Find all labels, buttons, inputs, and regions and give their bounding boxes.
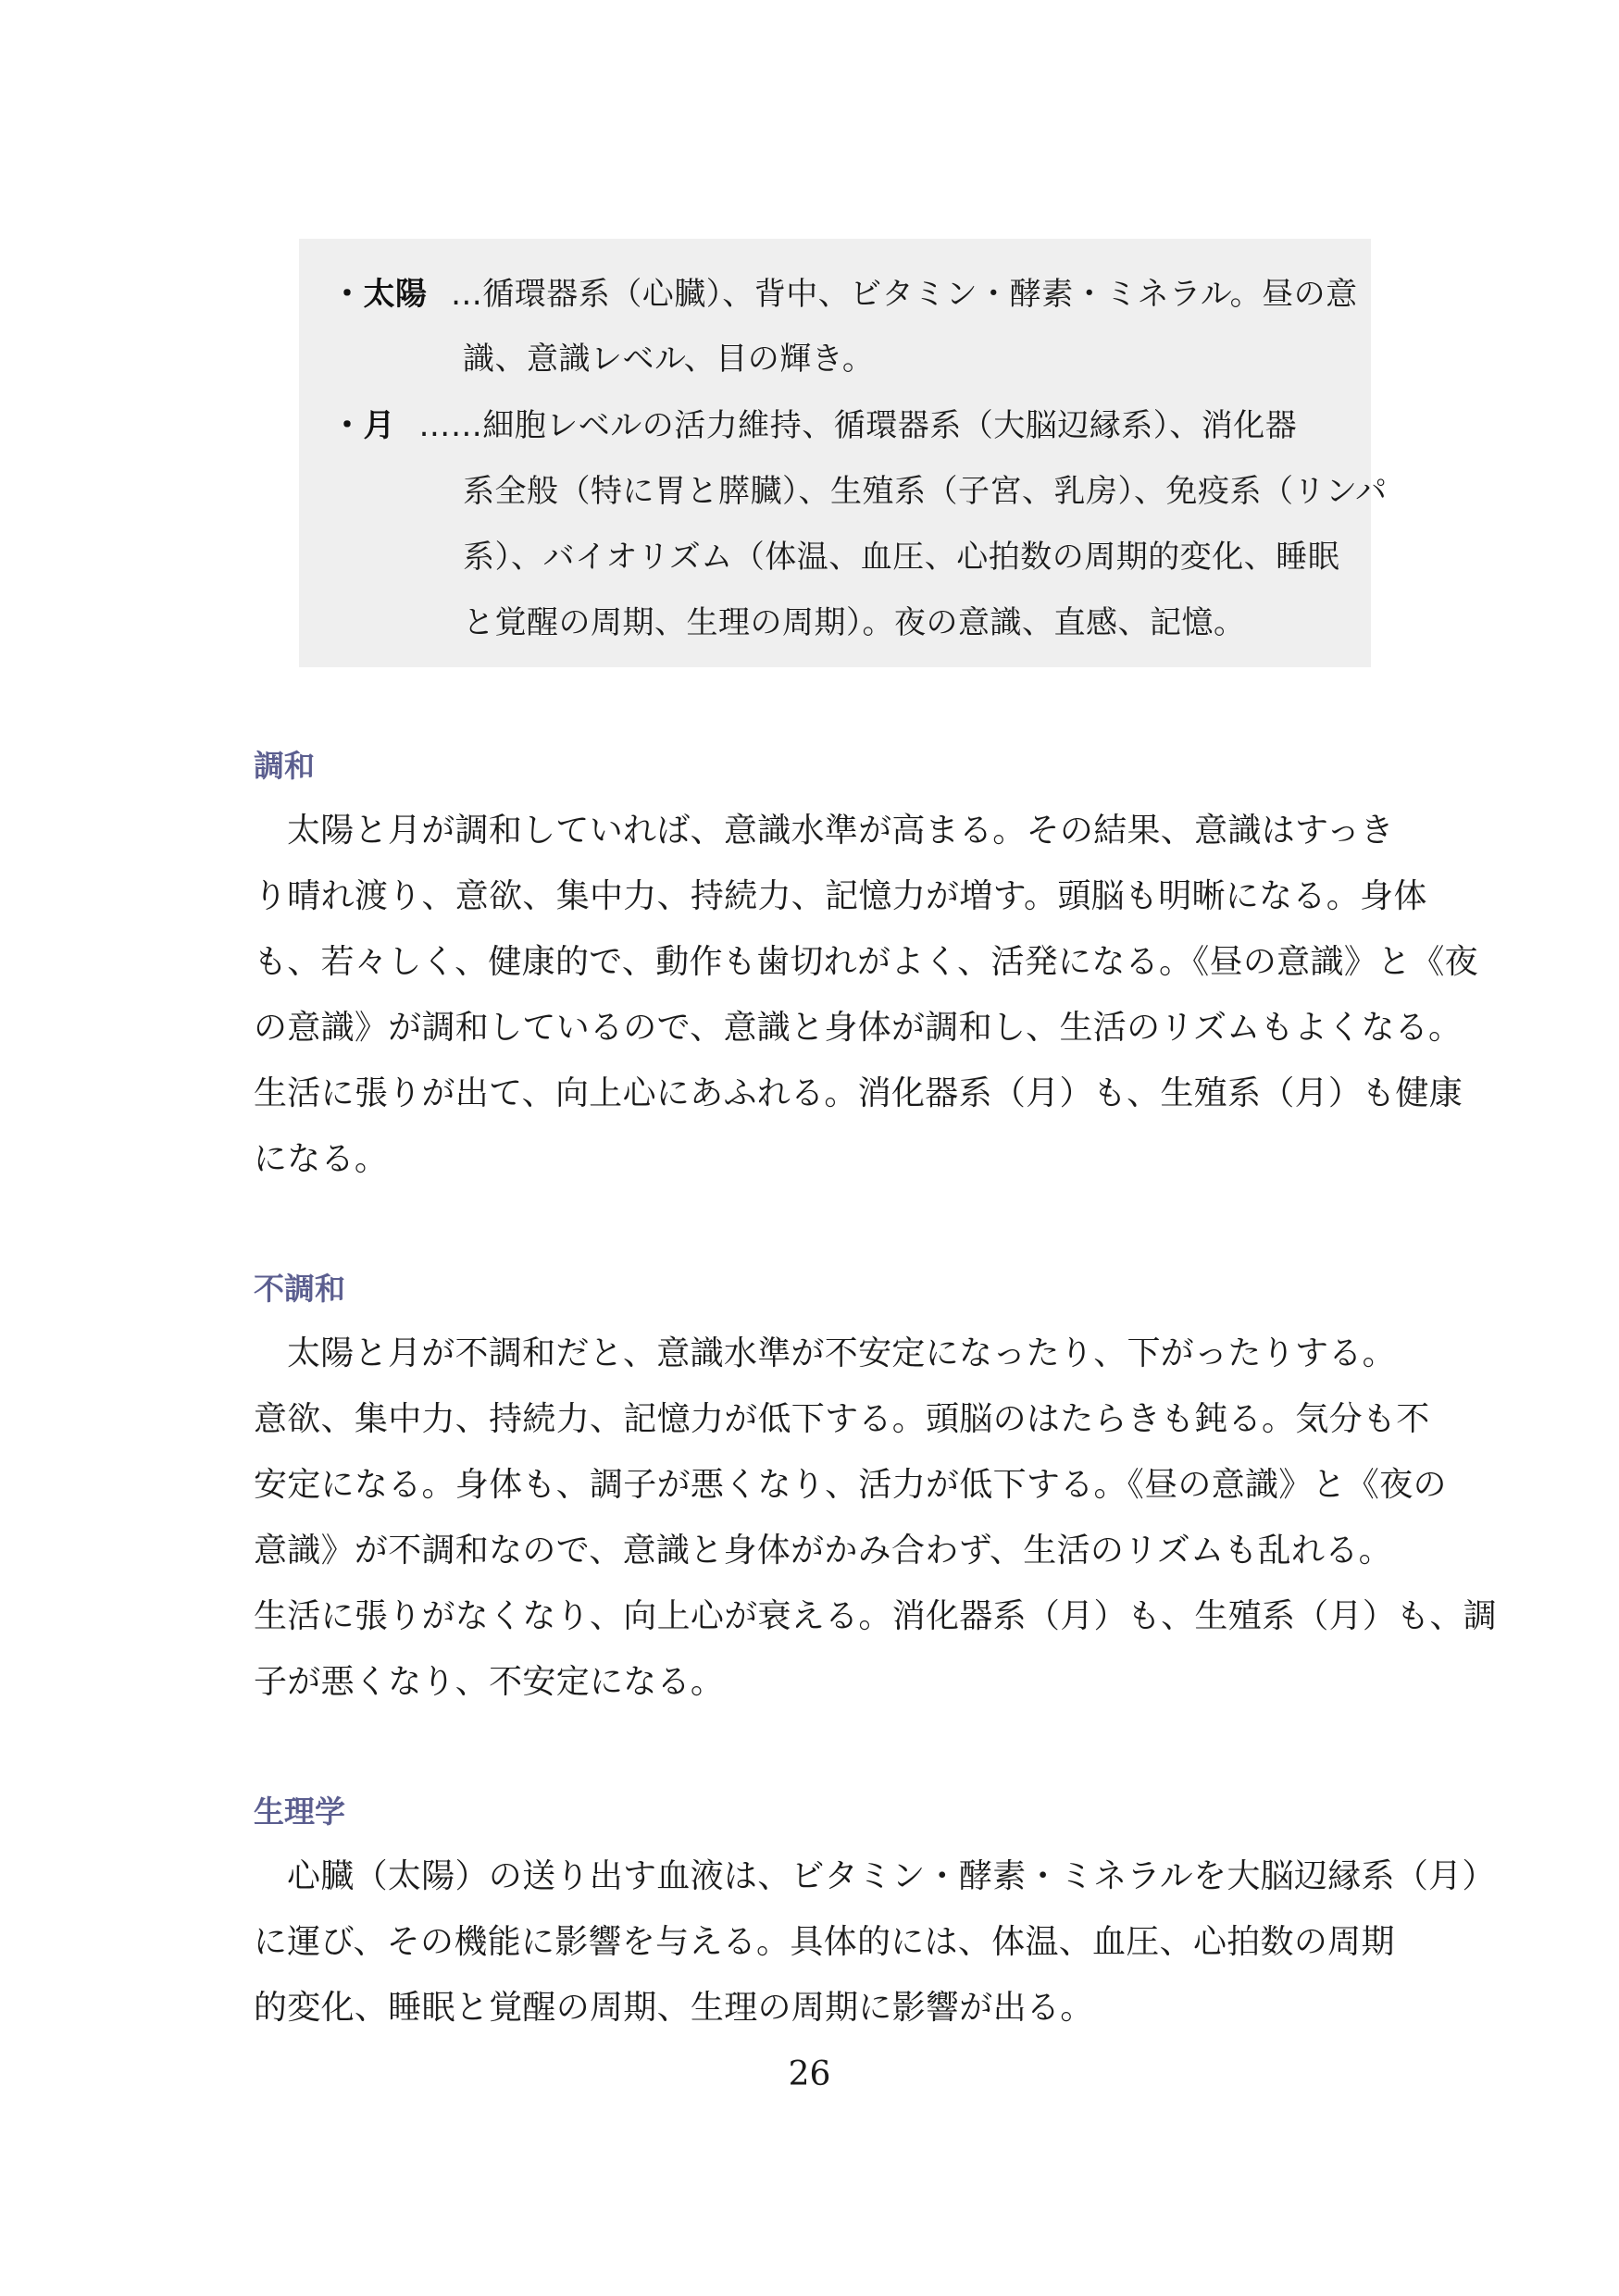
physiology-heading: 生理学	[254, 1793, 345, 1830]
disharmony-paragraph-line: 意識》が不調和なので、意識と身体がかみ合わず、生活のリズムも乱れる。	[254, 1532, 1392, 1570]
sun-term: ・太陽	[331, 276, 428, 313]
disharmony-paragraph-line: 太陽と月が不調和だと、意識水準が不安定になったり、下がったりする。	[287, 1334, 1396, 1372]
harmony-paragraph-line: になる。	[254, 1140, 389, 1178]
moon-description: ……細胞レベルの活力維持、循環器系（大脳辺縁系）、消化器	[418, 407, 1298, 444]
moon-description-cont-1: 系全般（特に胃と膵臓）、生殖系（子宮、乳房）、免疫系（リンパ	[463, 473, 1388, 510]
physiology-paragraph-line: 的変化、睡眠と覚醒の周期、生理の周期に影響が出る。	[254, 1989, 1094, 2027]
moon-term: ・月	[331, 407, 395, 444]
moon-description-cont-2: 系）、バイオリズム（体温、血圧、心拍数の周期的変化、睡眠	[463, 539, 1340, 576]
harmony-paragraph-line: 生活に張りが出て、向上心にあふれる。消化器系（月）も、生殖系（月）も健康	[254, 1074, 1463, 1112]
moon-description-cont-3: と覚醒の周期、生理の周期）。夜の意識、直感、記憶。	[463, 604, 1246, 641]
moon-entry	[331, 407, 1297, 444]
harmony-paragraph-line: り晴れ渡り、意欲、集中力、持続力、記憶力が増す。頭脳も明晰になる。身体	[254, 877, 1427, 915]
disharmony-heading: 不調和	[254, 1271, 345, 1307]
disharmony-paragraph-line: 子が悪くなり、不安定になる。	[254, 1663, 725, 1701]
disharmony-paragraph-line: 生活に張りがなくなり、向上心が衰える。消化器系（月）も、生殖系（月）も、調	[254, 1597, 1498, 1635]
physiology-paragraph-line: 心臓（太陽）の送り出す血液は、ビタミン・酵素・ミネラルを大脳辺縁系（月）	[287, 1857, 1496, 1895]
sun-description-cont: 識、意識レベル、目の輝き。	[463, 341, 875, 378]
harmony-paragraph-line: 太陽と月が調和していれば、意識水準が高まる。その結果、意識はすっき	[287, 812, 1394, 850]
physiology-paragraph-line: に運び、その機能に影響を与える。具体的には、体温、血圧、心拍数の周期	[254, 1923, 1395, 1961]
harmony-paragraph-line: も、若々しく、健康的で、動作も歯切れがよく、活発になる。《昼の意識》と《夜	[254, 943, 1478, 981]
sun-entry	[331, 276, 1358, 313]
disharmony-paragraph-line: 意欲、集中力、持続力、記憶力が低下する。頭脳のはたらきも鈍る。気分も不	[254, 1400, 1430, 1438]
harmony-heading: 調和	[254, 748, 315, 784]
harmony-paragraph-line: の意識》が調和しているので、意識と身体が調和し、生活のリズムもよくなる。	[254, 1009, 1463, 1047]
page-number: 26	[788, 2055, 831, 2093]
disharmony-paragraph-line: 安定になる。身体も、調子が悪くなり、活力が低下する。《昼の意識》と《夜の	[254, 1466, 1447, 1504]
sun-description: …循環器系（心臓）、背中、ビタミン・酵素・ミネラル。昼の意	[450, 276, 1358, 313]
